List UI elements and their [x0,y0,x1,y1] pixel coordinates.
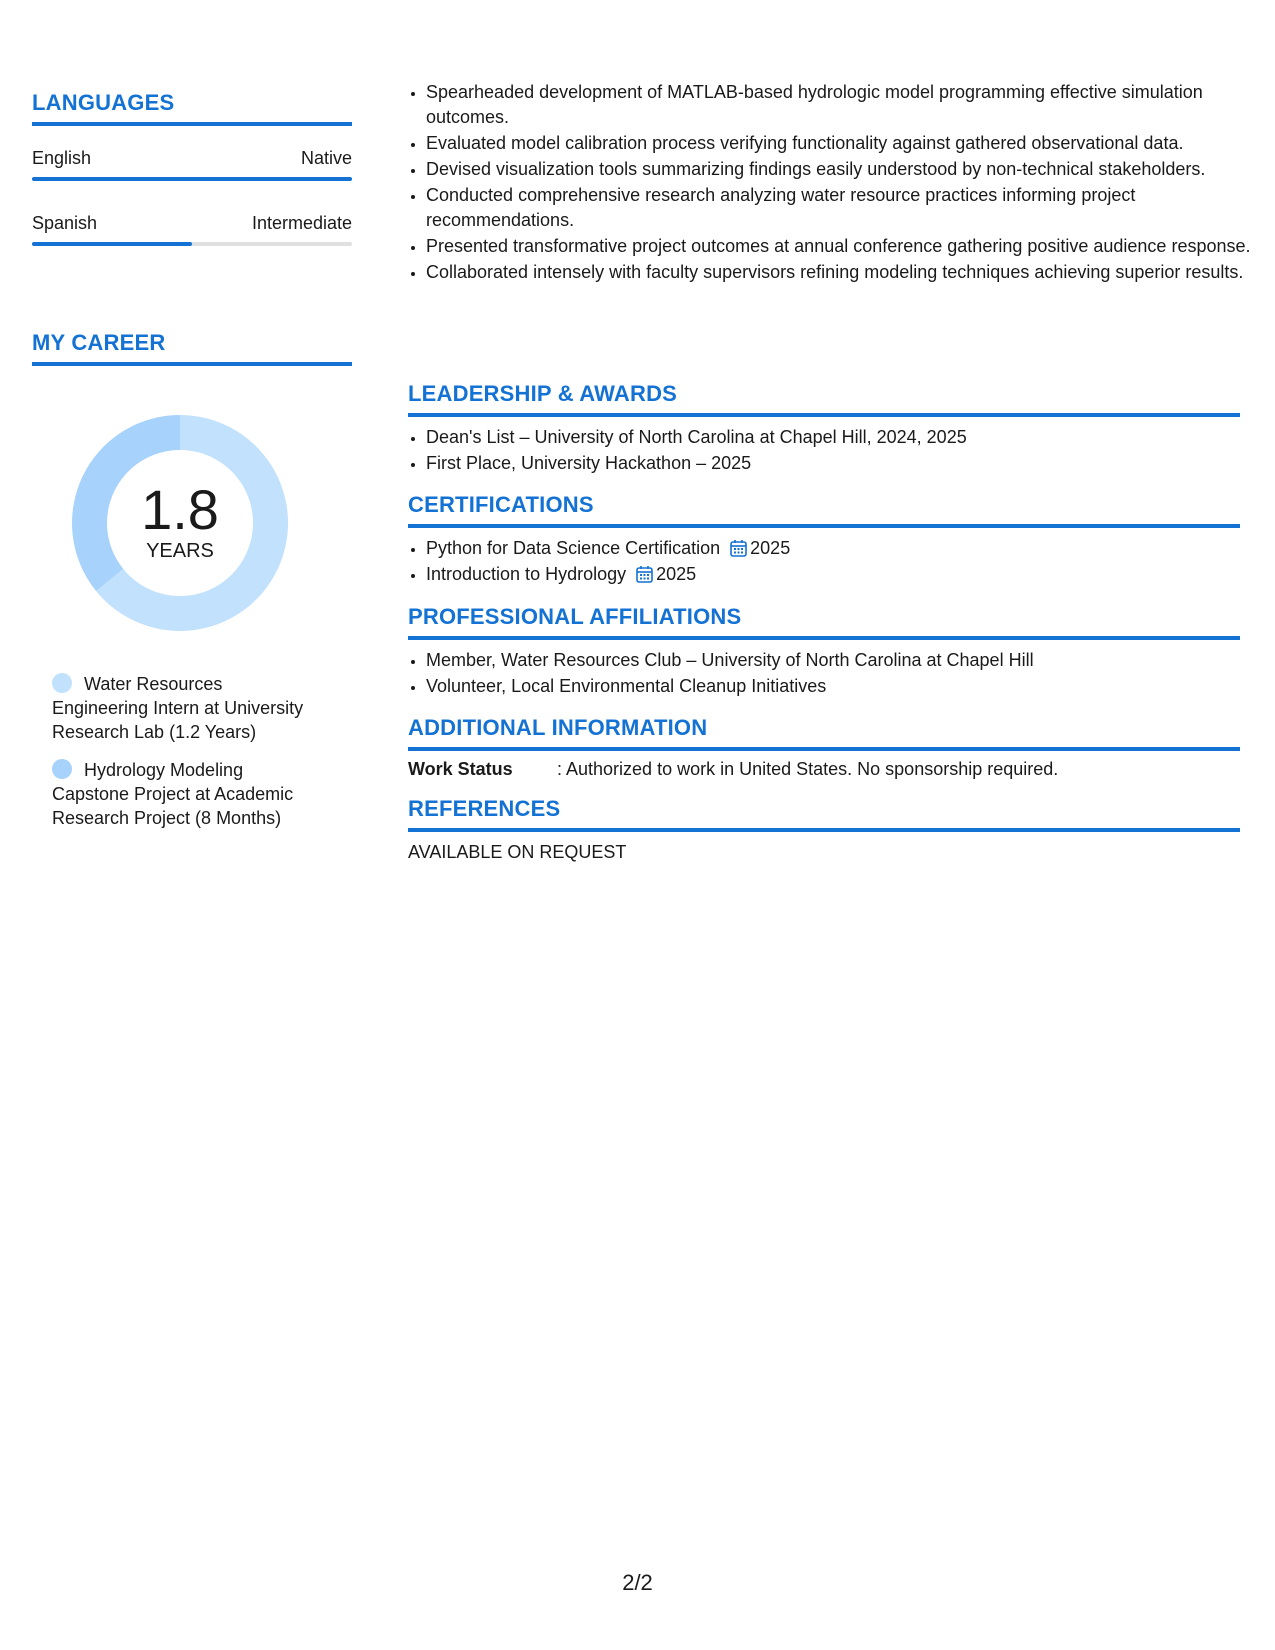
language-name: Spanish [32,213,98,233]
certifications-section [408,492,1240,588]
proficiency-bar [32,177,352,181]
work-status-row [408,759,1240,780]
references-title: REFERENCES [408,796,1240,832]
additional-info-title: ADDITIONAL INFORMATION [408,715,1240,751]
languages-title: LANGUAGES [32,90,352,126]
certification-item [426,536,1240,561]
experience-bullet: • Evaluated model calibration process verifying functionality against gathered observational data. [426,131,1258,156]
career-entry-text: Hydrology Modeling Capstone Project at Academic Research Project (8 Months) [52,760,294,828]
work-status-value: : Authorized to work in United States. No sponsorship required. [557,759,1059,779]
career-section [32,330,352,830]
leadership-section [408,381,1240,477]
language-item-english [32,148,352,181]
languages-section [32,90,352,246]
proficiency-fill [32,242,192,246]
career-total-unit: YEARS [146,540,214,562]
proficiency-bar [32,242,352,246]
certification-year: 2025 [656,564,697,584]
certification-item [426,562,1240,587]
career-donut-chart [67,410,293,636]
language-name: English [32,148,92,168]
proficiency-fill [32,177,352,181]
language-item-spanish [32,213,352,246]
certification-name: Introduction to Hydrology [426,564,627,584]
certification-name: Python for Data Science Certification [426,538,721,558]
career-entry-text: Water Resources Engineering Intern at University Research Lab (1.2 Years) [52,674,304,742]
career-total-value: 1.8 [141,478,219,541]
affiliation-item: • Member, Water Resources Club – University of North Carolina at Chapel Hill [426,648,1240,673]
language-level: Native [300,148,352,168]
references-text: AVAILABLE ON REQUEST [408,842,627,862]
affiliations-section [408,604,1240,700]
career-legend [32,672,322,830]
affiliations-title: PROFESSIONAL AFFILIATIONS [408,604,1240,640]
affiliation-item: • Volunteer, Local Environmental Cleanup Initiatives [426,674,1240,699]
experience-bullet: • Conducted comprehensive research analyzing water resource practices informing project recommendations. [426,183,1258,233]
leadership-item: • First Place, University Hackathon – 2025 [426,451,1240,476]
references-section [408,796,1240,863]
legend-dot-icon [52,759,72,779]
work-status-label: Work Status [408,759,513,779]
leadership-title: LEADERSHIP & AWARDS [408,381,1240,417]
experience-bullet: • Presented transformative project outcomes at annual conference gathering positive audience response. [426,234,1258,259]
certification-year: 2025 [750,538,791,558]
language-level: Intermediate [251,213,352,233]
career-legend-item [52,672,322,744]
calendar-icon [636,565,653,583]
leadership-item: • Dean's List – University of North Carolina at Chapel Hill, 2024, 2025 [426,425,1240,450]
experience-bullet: • Collaborated intensely with faculty supervisors refining modeling techniques achieving superior results. [426,260,1258,285]
certifications-title: CERTIFICATIONS [408,492,1240,528]
calendar-icon [730,539,747,557]
legend-dot-icon [52,673,72,693]
experience-bullet-list [408,80,1258,286]
additional-info-section [408,715,1240,780]
career-legend-item [52,758,322,830]
career-title: MY CAREER [32,330,352,366]
page-number: 2/2 [622,1570,653,1595]
experience-bullet: • Devised visualization tools summarizing findings easily understood by non-technical stakeholders. [426,157,1258,182]
experience-bullet: • Spearheaded development of MATLAB-based hydrologic model programming effective simulation outcomes. [426,80,1258,130]
